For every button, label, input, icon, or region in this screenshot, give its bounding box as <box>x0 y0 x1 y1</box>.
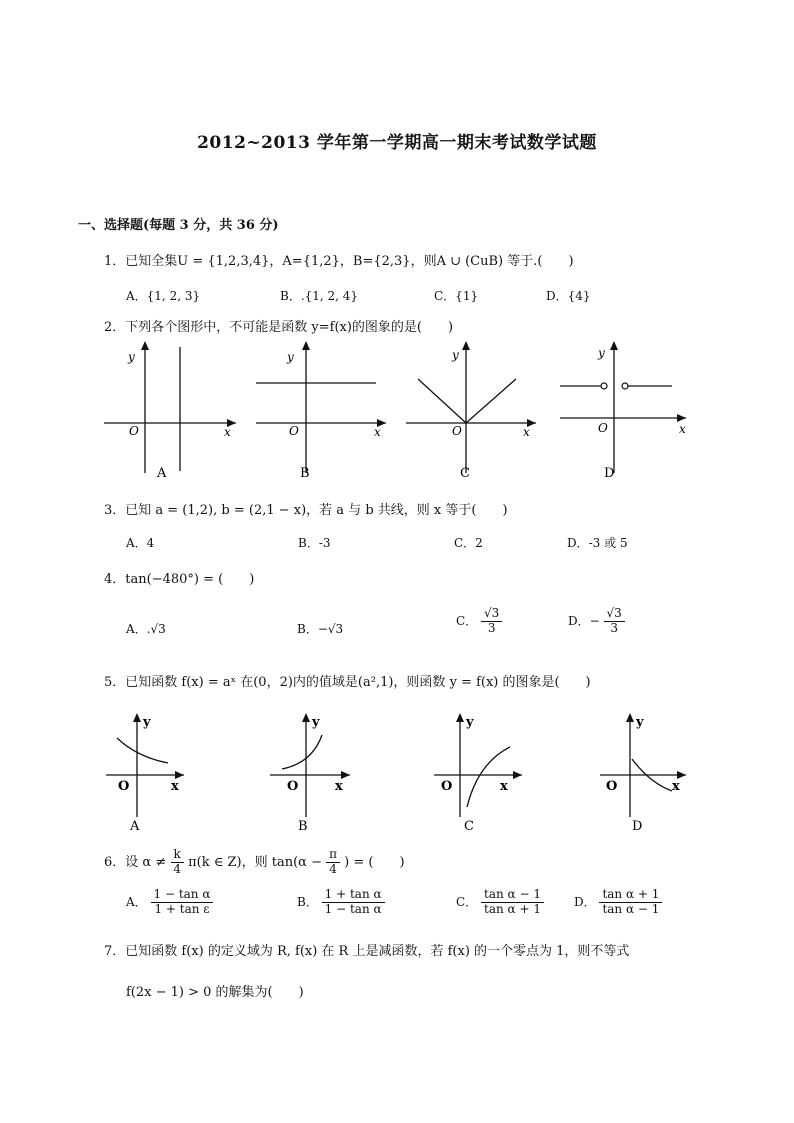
q2b-x-label: x <box>374 425 381 439</box>
q2c-origin: O <box>452 424 462 438</box>
question-7-stem: 7．已知函数 f(x) 的定义域为 R, f(x) 在 R 上是减函数，若 f(x) 的一个零点为 1，则不等式 <box>104 944 630 959</box>
section-heading: 一、选择题(每题 3 分，共 36 分) <box>78 218 279 233</box>
q2d-origin: O <box>598 421 608 435</box>
q6-option-d <box>574 888 662 917</box>
q2-label-b: B <box>300 466 310 481</box>
q6-b-num: 1 + tan α <box>322 888 385 903</box>
q5-graph-b <box>270 713 350 834</box>
q5-graph-d <box>600 713 686 834</box>
q4-d-denominator: 3 <box>610 620 618 635</box>
q3-option-a: A．4 <box>126 536 155 550</box>
q3-option-c: C．2 <box>454 536 483 550</box>
q2-graphs <box>0 335 794 485</box>
q5-label-b: B <box>298 819 308 834</box>
q6-option-a <box>126 888 213 917</box>
q5d-x-label: x <box>672 779 680 794</box>
question-3-stem: 3．已知 a = (1,2), b = (2,1 − x)，若 a 与 b 共线，则 x 等于( ) <box>104 503 508 518</box>
q6-d-label: D． <box>574 894 596 909</box>
q4-option-c-fraction <box>481 607 502 636</box>
q6-b-label: B． <box>297 894 318 909</box>
question-2-stem: 2．下列各个图形中，不可能是函数 y=f(x)的图象的是( ) <box>104 320 454 335</box>
q6-stem-post: ) = ( ) <box>344 854 405 870</box>
q5-label-a: A <box>130 819 140 834</box>
question-5-stem: 5．已知函数 f(x) = aˣ 在(0，2)内的值域是(a²,1)，则函数 y = f(x) 的图象是( ) <box>104 675 591 690</box>
q6-b-den: 1 − tan α <box>324 901 382 916</box>
q5-label-c: C <box>464 819 474 834</box>
q2c-x-label: x <box>523 425 530 439</box>
q6-stem-4a: 4 <box>173 861 181 876</box>
q5c-origin: O <box>441 779 453 794</box>
q6-stem-fraction-k <box>170 848 184 877</box>
q5b-origin: O <box>287 779 299 794</box>
q4-option-d <box>568 607 625 636</box>
q6-a-label: A． <box>126 894 147 909</box>
q4-option-b: B．−√3 <box>297 622 344 636</box>
q2-label-a: A <box>157 466 167 481</box>
q3-option-b: B．-3 <box>298 536 331 550</box>
question-6-stem <box>104 848 405 877</box>
q5-label-d: D <box>632 819 643 834</box>
q1-option-a: A．{1, 2, 3} <box>126 289 201 303</box>
q4-d-numerator: √3 <box>604 607 625 622</box>
q6-d-den: tan α − 1 <box>602 901 660 916</box>
q2d-x-label: x <box>679 422 686 436</box>
q4-option-c <box>456 607 502 636</box>
q5b-y-label: y <box>312 715 320 730</box>
q2a-y-label: y <box>128 350 135 364</box>
exam-title: 2012~2013 学年第一学期高一期末考试数学试题 <box>197 133 597 153</box>
q5-graphs <box>0 705 794 835</box>
q5b-x-label: x <box>335 779 343 794</box>
q5-graph-a <box>106 713 184 834</box>
q2a-origin: O <box>129 424 139 438</box>
q4-c-denominator: 3 <box>487 620 496 635</box>
q6-a-den: 1 + tan ε <box>154 901 210 916</box>
q6-stem-pi: π <box>326 848 340 863</box>
q4-option-d-label: D．− <box>568 613 600 628</box>
q1-option-b: B．.{1, 2, 4} <box>280 289 359 303</box>
q4-option-c-label: C． <box>456 613 478 628</box>
q6-d-num: tan α + 1 <box>599 888 662 903</box>
q6-a-num: 1 − tan α <box>151 888 214 903</box>
q5d-y-label: y <box>636 715 644 730</box>
q3-option-d: D．-3 或 5 <box>567 536 628 550</box>
q5a-y-label: y <box>143 715 151 730</box>
q6-option-c <box>456 888 544 917</box>
q6-stem-4b: 4 <box>329 861 337 876</box>
q5d-origin: O <box>606 779 618 794</box>
q5a-origin: O <box>118 779 130 794</box>
q4-c-numerator: √3 <box>481 607 502 622</box>
q2-graph-c <box>406 341 536 481</box>
q2a-x-label: x <box>224 425 231 439</box>
q6-c-label: C． <box>456 894 478 909</box>
q5c-y-label: y <box>466 715 474 730</box>
q6-c-den: tan α + 1 <box>484 901 541 916</box>
q6-c-num: tan α − 1 <box>481 888 544 903</box>
q1-option-d: D．{4} <box>546 289 591 303</box>
q6-stem-k: k <box>171 848 184 863</box>
q5-graph-c <box>434 713 522 834</box>
q2c-y-label: y <box>452 348 459 362</box>
q2-label-c: C <box>460 466 470 481</box>
q1-option-c: C．{1} <box>434 289 479 303</box>
question-4-stem: 4．tan(−480°) = ( ) <box>104 572 255 587</box>
q5c-x-label: x <box>500 779 508 794</box>
q6-stem-pre: 6．设 α ≠ <box>104 854 167 870</box>
q2b-origin: O <box>289 424 299 438</box>
q6-option-b <box>297 888 385 917</box>
q2-graph-d <box>560 341 686 481</box>
q2d-y-label: y <box>598 346 605 360</box>
q4-option-a: A．.√3 <box>126 622 166 636</box>
q6-stem-fraction-pi <box>326 848 340 877</box>
q4-option-d-fraction <box>604 607 625 636</box>
q5a-x-label: x <box>171 779 179 794</box>
q2b-y-label: y <box>287 350 294 364</box>
q6-stem-mid: π(k ∈ Z)，则 tan(α − <box>188 854 322 870</box>
question-7-stem-line2: f(2x − 1) > 0 的解集为( ) <box>126 985 304 1000</box>
q2-graph-b <box>256 341 386 481</box>
question-1-stem: 1．已知全集U = {1,2,3,4}，A={1,2}，B={2,3}，则A ∪ (CuB) 等于.( ) <box>104 254 574 269</box>
q2-label-d: D <box>604 466 615 481</box>
q2-graph-a <box>104 341 236 481</box>
